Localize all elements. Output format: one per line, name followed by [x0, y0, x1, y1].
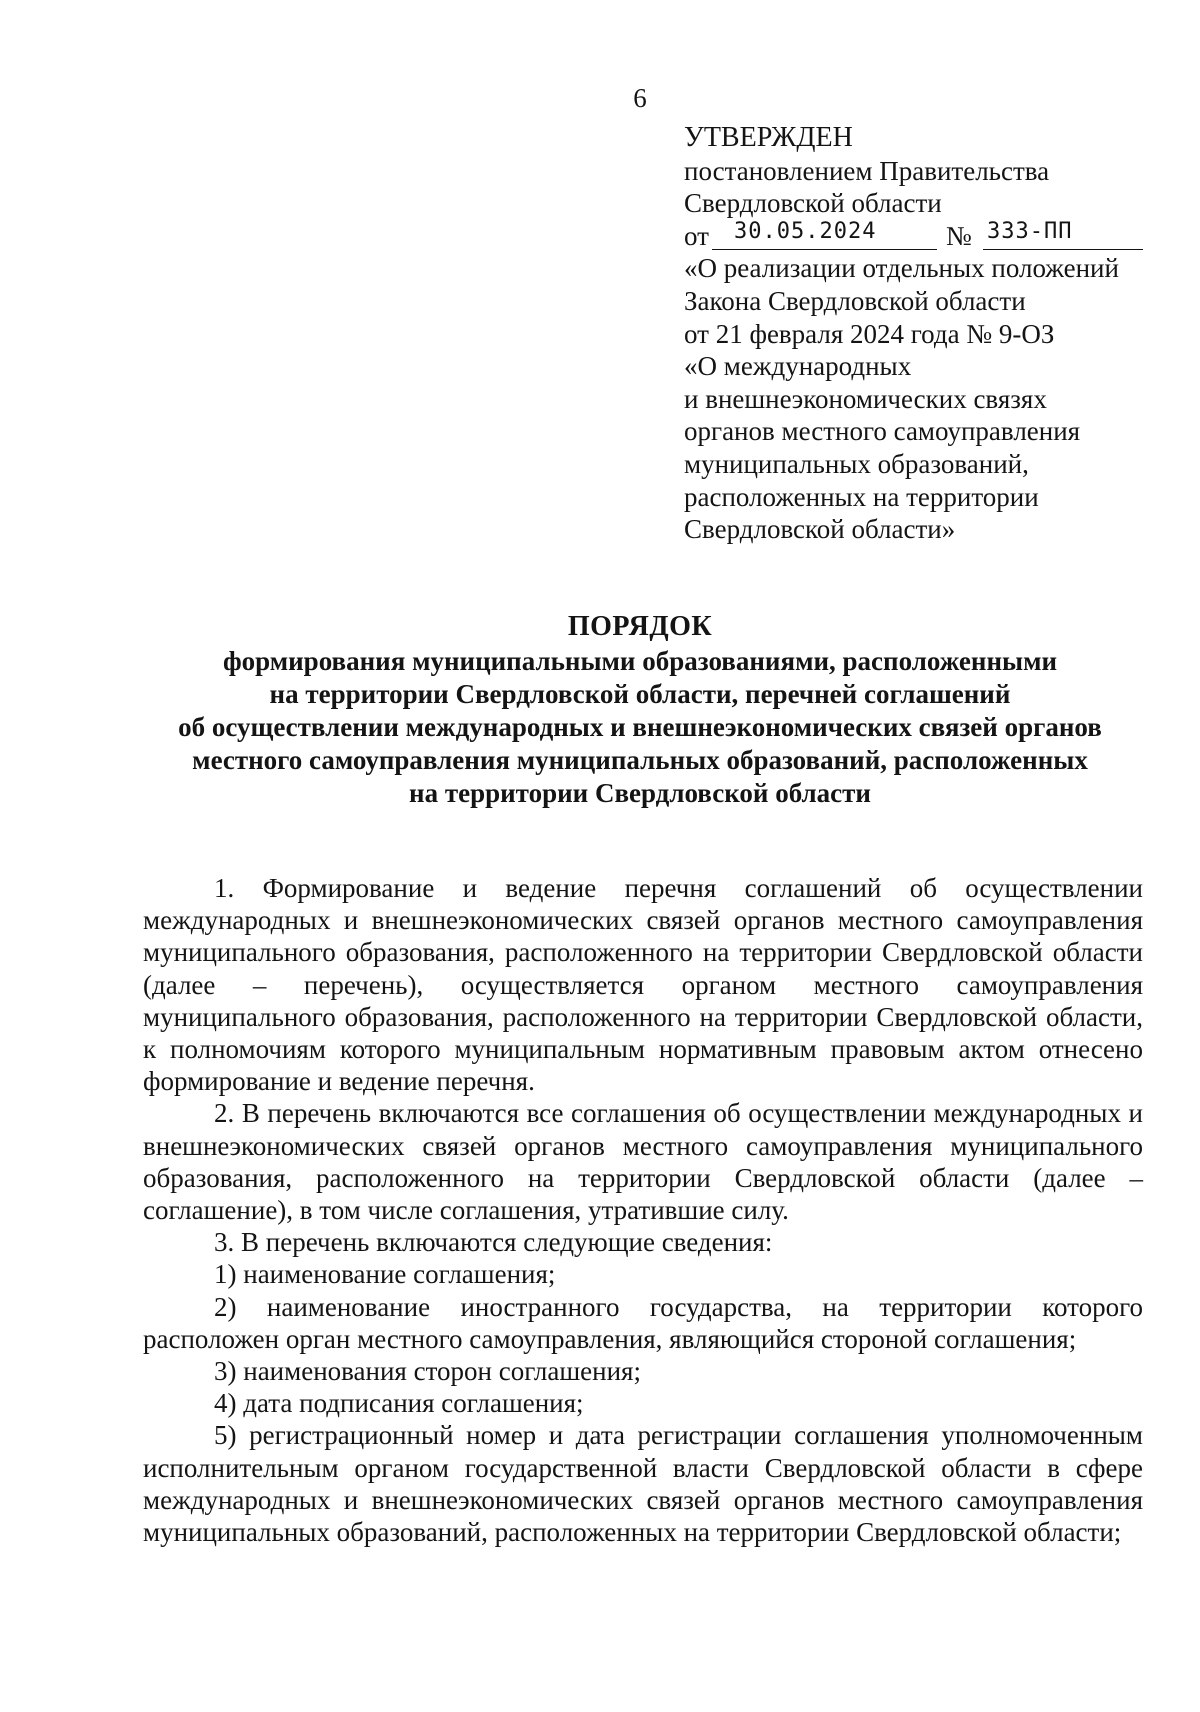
approval-date-number-line [684, 220, 1164, 253]
document-subtitle-line-1: формирования муниципальными образованиями, расположенными [222, 646, 1058, 676]
paragraph-1: 1. Формирование и ведение перечня соглашений об осуществлении международных и внешнеэкономических связей органов местного самоуправления муниципального образования, расположенного на территории Свердловской области (далее – перечень), осуществляется органом местного самоуправления муниципального образования, расположенного на территории Свердловской области, к полномочиям которого муниципальным нормативным правовым актом отнесено формирование и ведение перечня. [143, 873, 1143, 1097]
list-item-3: 3) наименования сторон соглашения; [214, 1356, 641, 1387]
decree-title-line-6: органов местного самоуправления [684, 416, 1081, 447]
approval-heading: УТВЕРЖДЕН [684, 122, 853, 153]
decree-title-line-9: Свердловской области» [684, 514, 956, 545]
decree-number-field: 333-ПП [983, 220, 1143, 250]
list-item-5: 5) регистрационный номер и дата регистрации соглашения уполномоченным исполнительным органом государственной власти Свердловской области в сфере международных и внешнеэкономических связей органов местного самоуправления муниципальных образований, расположенных на территории Свердловской области; [143, 1420, 1143, 1548]
number-sign: № [946, 220, 972, 251]
document-title: ПОРЯДОК [567, 611, 713, 642]
page-number: 6 [633, 83, 647, 113]
document-subtitle-line-5: на территории Свердловской области [409, 778, 871, 808]
paragraph-3: 3. В перечень включаются следующие сведения: [214, 1227, 773, 1258]
date-prefix: от [684, 220, 709, 251]
approval-stamp-block [684, 122, 1164, 546]
list-item-2: 2) наименование иностранного государства, на территории которого расположен орган местного самоуправления, являющийся стороной соглашения; [143, 1291, 1143, 1354]
decree-title-line-8: расположенных на территории [684, 481, 1039, 512]
list-item-1: 1) наименование соглашения; [214, 1259, 556, 1290]
document-body [143, 872, 1143, 1548]
approval-line-1: постановлением Правительства [684, 155, 1050, 186]
decree-title-line-3: от 21 февраля 2024 года № 9-ОЗ [684, 318, 1055, 349]
approval-line-2: Свердловской области [684, 188, 942, 219]
document-title-block [130, 610, 1150, 810]
decree-title-line-4: «О международных [684, 351, 912, 382]
decree-title-line-2: Закона Свердловской области [684, 285, 1026, 316]
decree-title-line-7: муниципальных образований, [684, 448, 1029, 479]
document-subtitle-line-2: на территории Свердловской области, перечней соглашений [269, 679, 1011, 709]
document-subtitle-line-3: об осуществлении международных и внешнеэкономических связей органов [178, 712, 1102, 742]
decree-title-line-1: «О реализации отдельных положений [684, 253, 1119, 284]
decree-date-field: 30.05.2024 [712, 220, 937, 250]
document-subtitle-line-4: местного самоуправления муниципальных образований, расположенных [192, 745, 1088, 775]
decree-title-line-5: и внешнеэкономических связях [684, 383, 1047, 414]
list-item-4: 4) дата подписания соглашения; [214, 1388, 584, 1419]
paragraph-2: 2. В перечень включаются все соглашения об осуществлении международных и внешнеэкономических связей органов местного самоуправления муниципального образования, расположенного на территории Свердловской области (далее – соглашение), в том числе соглашения, утратившие силу. [143, 1098, 1143, 1226]
